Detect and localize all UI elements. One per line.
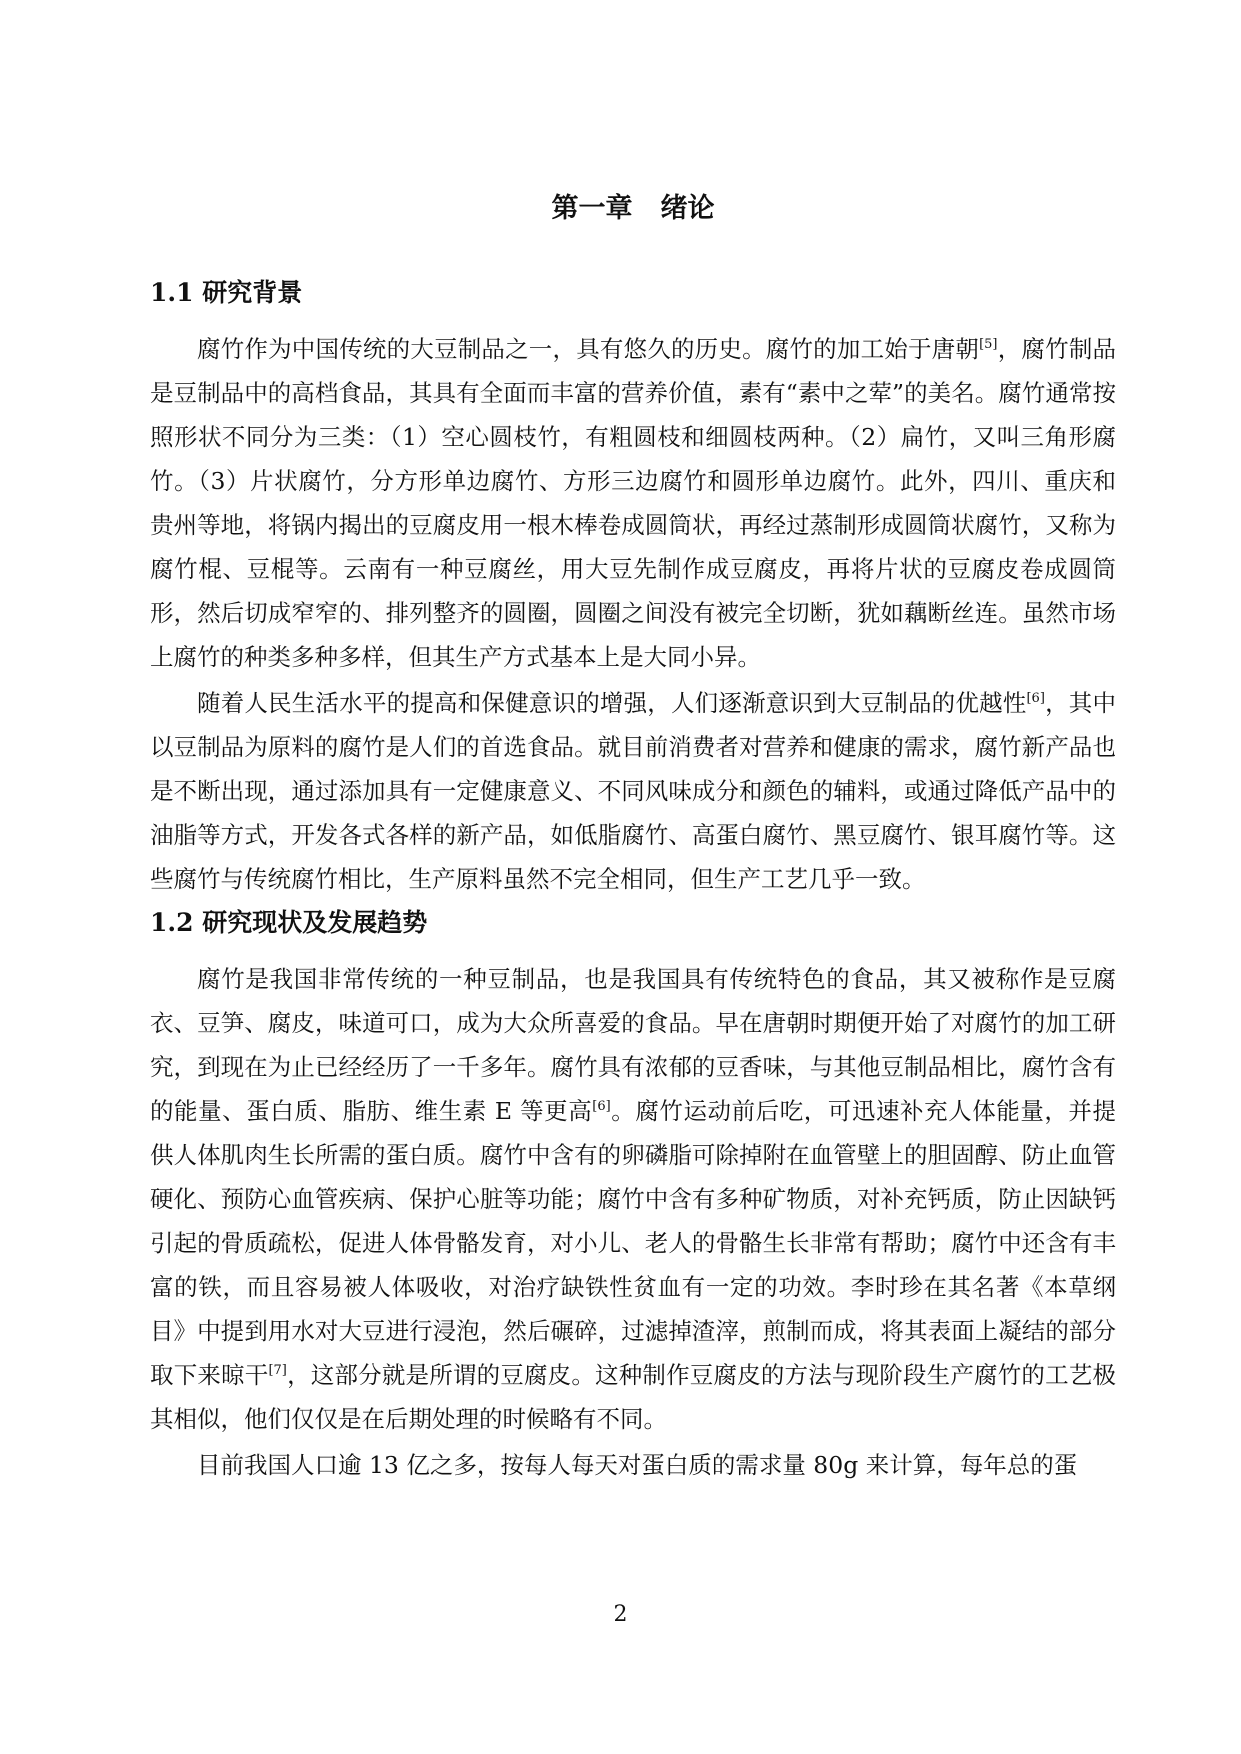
paragraph-text: 。腐竹运动前后吃，可迅速补充人体能量，并提供人体肌肉生长所需的蛋白质。腐竹中含有的卵磷脂可除掉附在血管壁上的胆固醇、防止血管硬化、预防心血管疾病、保护心脏等功能；腐竹中含有多种矿物质，对补充钙质，防止因缺钙引起的骨质疏松，促进人体骨骼发育，对小儿、老人的骨骼生长非常有帮助；腐竹中还含有丰富的铁，而且容易被人体吸收，对治疗缺铁性贫血有一定的功效。李时珍在其名著《本草纲目》中提到用水对大豆进行浸泡，然后碾碎，过滤掉渣滓，煎制而成，将其表面上凝结的部分取下来晾干 xyxy=(150,1097,1116,1389)
paragraph-text: ，其中以豆制品为原料的腐竹是人们的首选食品。就目前消费者对营养和健康的需求，腐竹新产品也是不断出现，通过添加具有一定健康意义、不同风味成分和颜色的辅料，或通过降低产品中的油脂等方式，开发各式各样的新产品，如低脂腐竹、高蛋白腐竹、黑豆腐竹、银耳腐竹等。这些腐竹与传统腐竹相比，生产原料虽然不完全相同，但生产工艺几乎一致。 xyxy=(150,689,1117,893)
paragraph-text: 随着人民生活水平的提高和保健意识的增强，人们逐渐意识到大豆制品的优越性 xyxy=(197,689,1027,717)
paragraph-text: ，腐竹制品是豆制品中的高档食品，其具有全面而丰富的营养价值，素有“素中之荤”的美名。腐竹通常按照形状不同分为三类：（1）空心圆枝竹，有粗圆枝和细圆枝两种。（2）扁竹，又叫三角形腐竹。（3）片状腐竹，分方形单边腐竹、方形三边腐竹和圆形单边腐竹。此外，四川、重庆和贵州等地，将锅内揭出的豆腐皮用一根木棒卷成圆筒状，再经过蒸制形成圆筒状腐竹，又称为腐竹棍、豆棍等。云南有一种豆腐丝，用大豆先制作成豆腐皮，再将片状的豆腐皮卷成圆筒形，然后切成窄窄的、排列整齐的圆圈，圆圈之间没有被完全切断，犹如藕断丝连。虽然市场上腐竹的种类多种多样，但其生产方式基本上是大同小异。 xyxy=(150,335,1117,671)
section-heading-1-1: 1.1 研究背景 xyxy=(150,278,303,307)
chapter-number: 第一章 xyxy=(551,193,633,224)
section-heading-1-2: 1.2 研究现状及发展趋势 xyxy=(150,908,428,937)
citation-ref: [5] xyxy=(979,337,998,352)
chapter-title xyxy=(150,186,1116,225)
citation-ref: [7] xyxy=(268,1363,287,1378)
paragraph-text: 目前我国人口逾 13 亿之多，按每人每天对蛋白质的需求量 80g 来计算，每年总的蛋 xyxy=(197,1451,1078,1479)
paragraph xyxy=(150,957,1116,1441)
paragraph-text: ，这部分就是所谓的豆腐皮。这种制作豆腐皮的方法与现阶段生产腐竹的工艺极其相似，他们仅仅是在后期处理的时候略有不同。 xyxy=(150,1361,1117,1433)
paragraph xyxy=(150,1443,1116,1487)
paragraph xyxy=(150,327,1116,679)
page-number: 2 xyxy=(613,1602,628,1627)
paragraph xyxy=(150,681,1116,901)
citation-ref: [6] xyxy=(1026,691,1045,706)
citation-ref: [6] xyxy=(592,1099,611,1114)
paragraph-text: 腐竹作为中国传统的大豆制品之一，具有悠久的历史。腐竹的加工始于唐朝 xyxy=(197,335,980,363)
chapter-name: 绪论 xyxy=(660,193,715,224)
paragraph-text: 腐竹是我国非常传统的一种豆制品，也是我国具有传统特色的食品，其又被称作是豆腐衣、豆笋、腐皮，味道可口，成为大众所喜爱的食品。早在唐朝时期便开始了对腐竹的加工研究，到现在为止已经经历了一千多年。腐竹具有浓郁的豆香味，与其他豆制品相比，腐竹含有的能量、蛋白质、脂肪、维生素 E 等更高 xyxy=(150,965,1116,1125)
